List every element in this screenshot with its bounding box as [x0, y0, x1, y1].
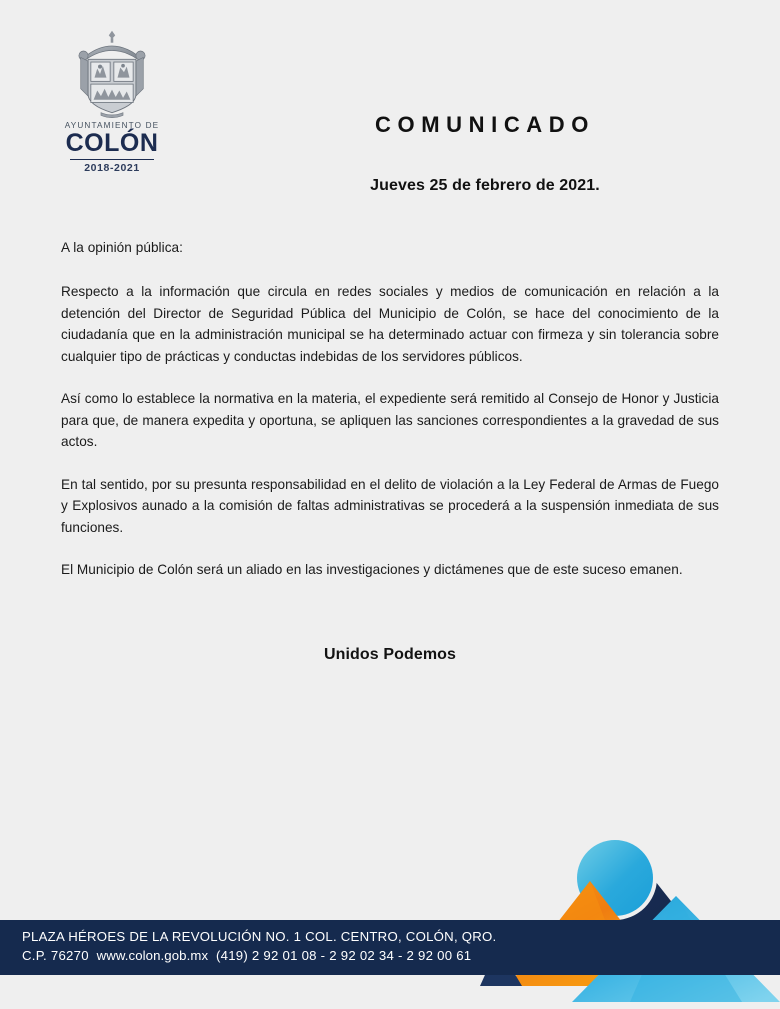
signature-slogan: Unidos Podemos: [323, 646, 457, 663]
footer-website-link[interactable]: www.colon.gob.mx: [96, 947, 209, 963]
footer-phone-numbers: (419) 2 92 01 08 - 2 92 02 34 - 2 92 00 61: [215, 947, 472, 963]
paragraph-4: El Municipio de Colón será un aliado en las investigaciones y dictámenes que de este suceso emanen.: [61, 562, 683, 578]
footer-contact-info: [22, 928, 496, 965]
document-title: COMUNICADO: [375, 112, 595, 137]
document-date: Jueves 25 de febrero de 2021.: [370, 177, 600, 194]
paragraph-2: Así como lo establece la normativa en la materia, el expediente será remitido al Consejo de Honor y Justicia para que, de manera expedita y oportuna, se apliquen las sanciones correspondientes a la gravedad de sus actos.: [61, 391, 719, 450]
footer-details: [22, 947, 496, 966]
logo-line-period: 2018-2021: [84, 162, 140, 175]
paragraph-1: Respecto a la información que circula en redes sociales y medios de comunicación en relación a la detención del Director de Seguridad Pública del Municipio de Colón, se hace del conocimiento de la ciudadanía que en la administración municipal se ha determinado actuar con firmeza y sin tolerancia sobre cualquier tipo de prácticas y conductas indebidas de los servidores públicos.: [61, 284, 719, 364]
salutation: A la opinión pública:: [61, 240, 183, 255]
document-body: [61, 238, 719, 581]
footer-postal-code: C.P. 76270: [22, 947, 89, 963]
coat-of-arms-icon: [66, 28, 158, 120]
paragraph-3: En tal sentido, por su presunta responsabilidad en el delito de violación a la Ley Federal de Armas de Fuego y Explosivos aunado a la comisión de faltas administrativas se procederá a la suspensión inmediata de sus funciones.: [61, 476, 719, 535]
logo-line-colon: COLÓN: [65, 129, 159, 158]
municipal-logo: [52, 28, 172, 174]
logo-line-ayuntamiento: AYUNTAMIENTO DE: [64, 121, 160, 130]
footer-address: PLAZA HÉROES DE LA REVOLUCIÓN NO. 1 COL. CENTRO, COLÓN, QRO.: [22, 929, 497, 944]
logo-divider: [70, 159, 154, 161]
